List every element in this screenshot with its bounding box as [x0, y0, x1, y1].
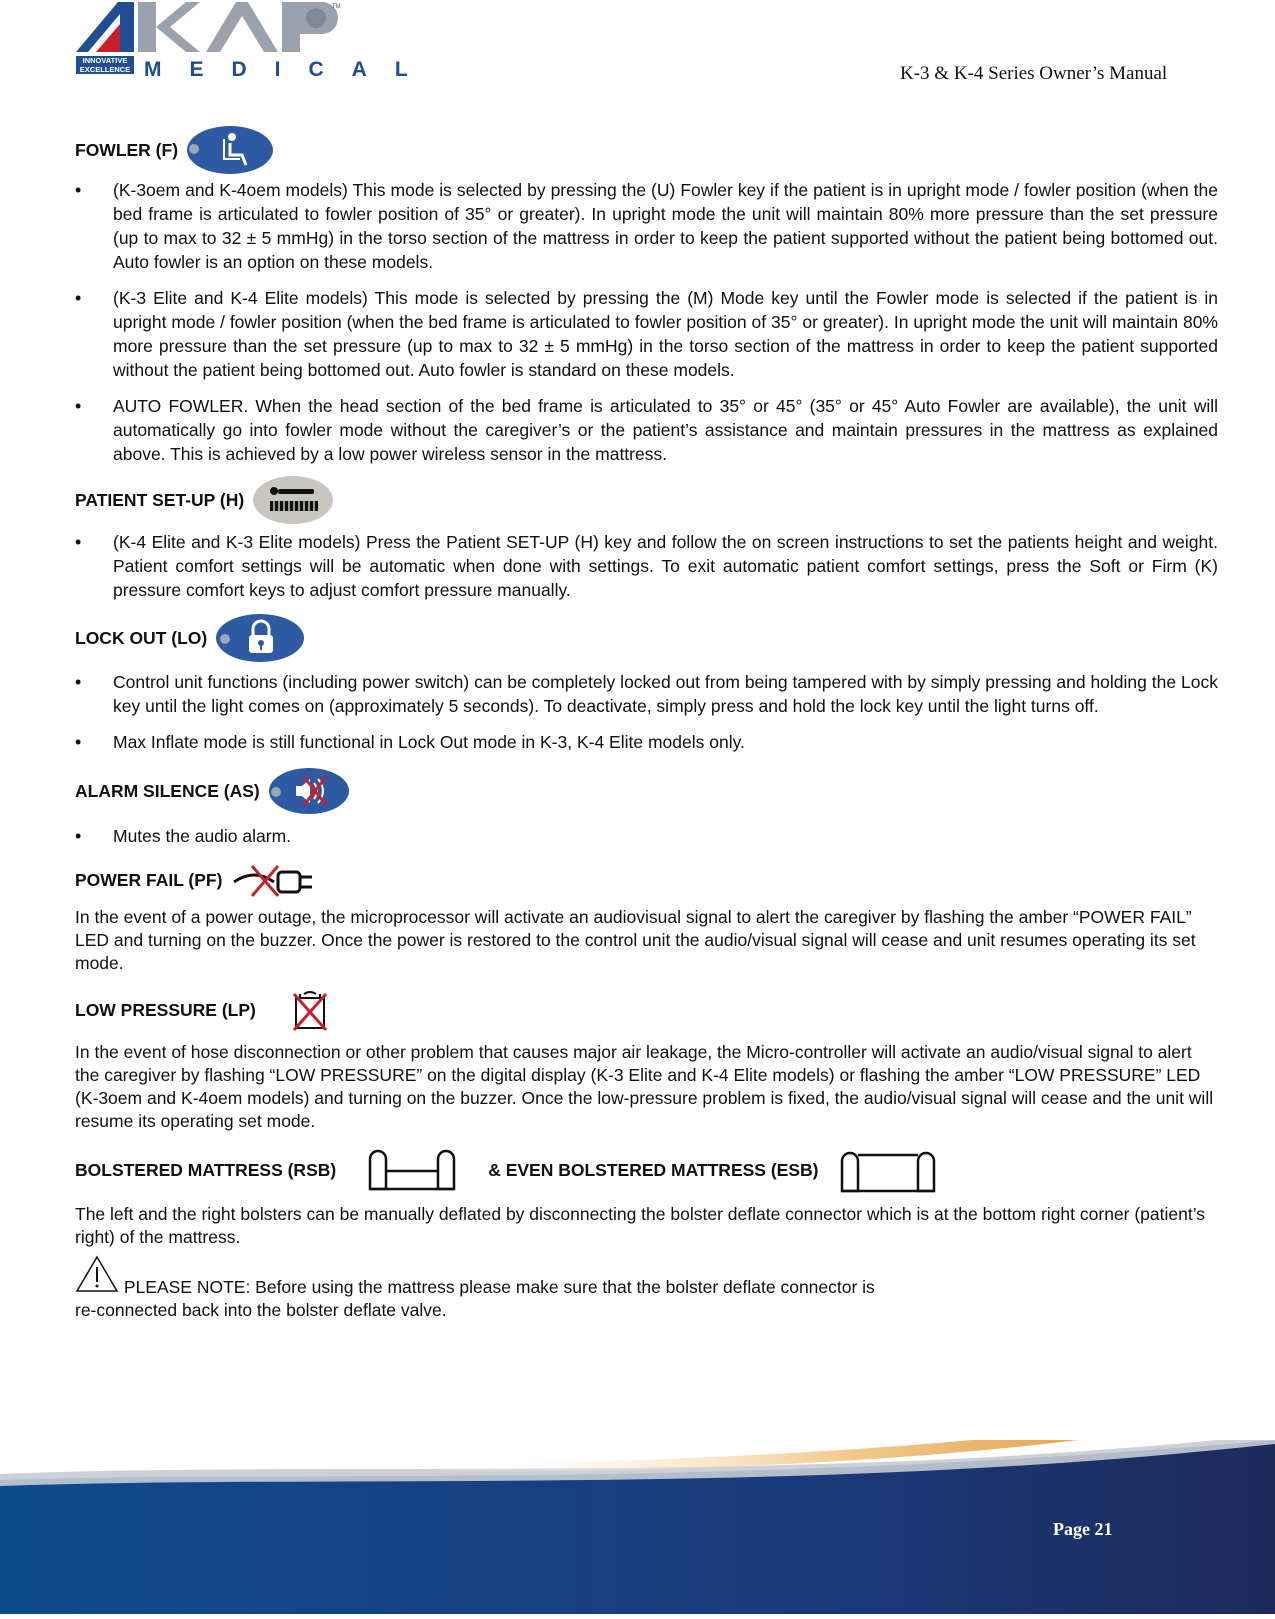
fowler-heading-text: FOWLER (F)	[75, 139, 179, 160]
list-item: • (K-4 Elite and K-3 Elite models) Press the Patient SET-UP (H) key and follow the on screen instructions to set the patients height and weight. Patient comfort settings will be automatic when done with settings. To exit automatic patient comfort settings, press the Soft or Firm (K) pressure comfort keys to adjust comfort pressure manually.	[75, 530, 1218, 602]
patient-setup-list	[75, 530, 1218, 602]
power-fail-heading-text: POWER FAIL (PF)	[75, 869, 223, 890]
list-item: • (K-3 Elite and K-4 Elite models) This mode is selected by pressing the (M) Mode key until the Fowler mode is selected if the patient is in upright mode / fowler position (when the bed frame is articulated to fowler position of 35° or greater). In upright mode the unit will maintain 80% more pressure than the set pressure (up to max to 32 ± 5 mmHg) in the torso section of the mattress in order to keep the patient supported without the patient being bottomed out. Auto fowler is standard on these models.	[75, 286, 1218, 382]
warning-triangle-icon	[75, 1255, 119, 1299]
logo-brand: MEDICAL	[144, 58, 436, 81]
company-logo	[76, 0, 436, 82]
low-pressure-heading	[75, 985, 1218, 1035]
fowler-list	[75, 178, 1218, 466]
list-item: • AUTO FOWLER. When the head section of the bed frame is articulated to 35° or 45° (35° or 45° Auto Fowler are available), the unit will automatically go into fowler mode without the caregiver’s or the patient’s assistance and maintain pressures in the mattress as explained above. This is achieved by a low power wireless sensor in the mattress.	[75, 394, 1218, 466]
alarm-silence-heading-text: ALARM SILENCE (AS)	[75, 780, 260, 801]
low-pressure-text: In the event of hose disconnection or other problem that causes major air leakage, the Micro-controller will activate an audio/visual signal to alert the caregiver by flashing “LOW PRESSURE” on the digital display (K-3 Elite and K-4 Elite models) or flashing the amber “LOW PRESSURE” LED (K-3oem and K-4oem models) and turning on the buzzer. Once the low-pressure problem is fixed, the audio/visual signal will cease and the unit will resume its operating set mode.	[75, 1042, 1214, 1131]
patient-setup-heading-text: PATIENT SET-UP (H)	[75, 489, 245, 510]
low-pressure-icon	[290, 988, 330, 1032]
patient-setup-heading	[75, 478, 1218, 522]
speaker-muted-icon	[268, 767, 350, 815]
low-pressure-heading-text: LOW PRESSURE (LP)	[75, 999, 256, 1020]
padlock-icon	[215, 613, 305, 663]
bolstered-heading	[75, 1143, 1218, 1197]
lock-out-heading-text: LOCK OUT (LO)	[75, 627, 208, 648]
document-title: K-3 & K-4 Series Owner’s Manual	[900, 63, 1168, 84]
power-fail-text: In the event of a power outage, the microprocessor will activate an audiovisual signal to alert the caregiver by flashing the amber “POWER FAIL” LED and turning on the buzzer. Once the power is restored to the control unit the audio/visual signal will cease and unit resumes operating its set mode.	[75, 907, 1196, 973]
note-line-2: re-connected back into the bolster deflate valve.	[75, 1300, 447, 1320]
rsb-heading-text: BOLSTERED MATTRESS (RSB)	[75, 1159, 337, 1180]
alarm-silence-list	[75, 824, 1218, 848]
lock-out-list	[75, 670, 1218, 754]
note-line-1: PLEASE NOTE: Before using the mattress please make sure that the bolster deflate connector is	[123, 1277, 875, 1297]
page-content	[75, 130, 1218, 1322]
bolstered-note	[75, 1255, 1218, 1322]
list-item: • Mutes the audio alarm.	[75, 824, 1218, 848]
patient-lying-icon	[252, 475, 334, 525]
logo-tagline-line1: INNOVATIVE	[82, 56, 128, 65]
lock-out-heading	[75, 614, 1218, 662]
list-item: • Max Inflate mode is still functional in Lock Out mode in K-3, K-4 Elite models only.	[75, 730, 1218, 754]
bolstered-text: The left and the right bolsters can be manually deflated by disconnecting the bolster deflate connector which is at the bottom right corner (patient’s right) of the mattress.	[75, 1204, 1206, 1247]
rsb-mattress-icon	[366, 1147, 458, 1193]
esb-heading-text: & EVEN BOLSTERED MATTRESS (ESB)	[488, 1159, 819, 1180]
logo-tagline-line2: EXCELLENCE	[79, 65, 131, 74]
fowler-heading	[75, 130, 1218, 170]
seated-person-icon	[186, 125, 274, 175]
page-number: Page 21	[1053, 1519, 1113, 1539]
logo-tm: TM	[332, 4, 341, 10]
list-item: • (K-3oem and K-4oem models) This mode is selected by pressing the (U) Fowler key if the patient is in upright mode / fowler position (when the bed frame is articulated to fowler position of 35° or greater). In upright mode the unit will maintain 80% more pressure than the set pressure (up to max to 32 ± 5 mmHg) in the torso section of the mattress in order to keep the patient supported without the patient being bottomed out. Auto fowler is an option on these models.	[75, 178, 1218, 274]
power-fail-heading	[75, 860, 1218, 900]
logo-tagline	[76, 56, 134, 74]
list-item: • Control unit functions (including power switch) can be completely locked out from being tampered with by simply pressing and holding the Lock key until the light comes on (approximately 5 seconds). To deactivate, simply press and hold the lock key until the light turns off.	[75, 670, 1218, 718]
esb-mattress-icon	[838, 1147, 938, 1193]
unplugged-icon	[230, 860, 320, 900]
alarm-silence-heading	[75, 766, 1218, 816]
